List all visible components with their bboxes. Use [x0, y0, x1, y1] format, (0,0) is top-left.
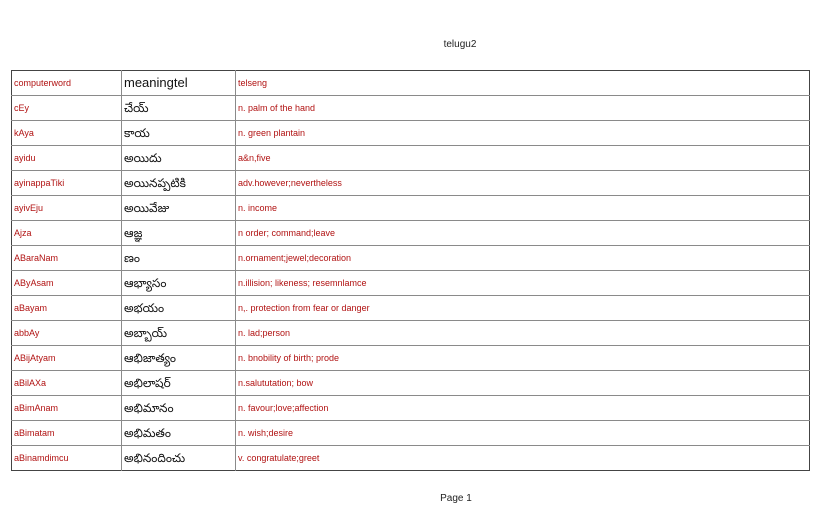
- table-row: [12, 246, 810, 271]
- row-meaning: అయినప్పటికి: [122, 171, 236, 196]
- dictionary-table: [11, 70, 810, 471]
- document-title: telugu2: [443, 39, 477, 50]
- row-meaning: అభిలాషర్: [122, 371, 236, 396]
- table-row: [12, 296, 810, 321]
- row-word: ABaraNam: [12, 246, 122, 271]
- table-row: [12, 196, 810, 221]
- row-meaning: ఆభిజాత్యం: [122, 346, 236, 371]
- table-row: [12, 396, 810, 421]
- header-meaning: meaningtel: [122, 71, 236, 96]
- row-english: n. income: [236, 196, 810, 221]
- row-word: ayivEju: [12, 196, 122, 221]
- row-meaning: చేయ్: [122, 96, 236, 121]
- row-word: kAya: [12, 121, 122, 146]
- row-word: ayidu: [12, 146, 122, 171]
- row-word: ABijAtyam: [12, 346, 122, 371]
- table-row: [12, 321, 810, 346]
- row-english: n. lad;person: [236, 321, 810, 346]
- table-header-row: [12, 71, 810, 96]
- row-word: cEy: [12, 96, 122, 121]
- table-row: [12, 371, 810, 396]
- row-word: abbAy: [12, 321, 122, 346]
- row-meaning: అభయం: [122, 296, 236, 321]
- row-meaning: అబ్బాయ్: [122, 321, 236, 346]
- table-row: [12, 346, 810, 371]
- table-row: [12, 271, 810, 296]
- row-word: aBimatam: [12, 421, 122, 446]
- row-meaning: అయిదు: [122, 146, 236, 171]
- row-word: AByAsam: [12, 271, 122, 296]
- row-english: n order; command;leave: [236, 221, 810, 246]
- row-meaning: ఆభ్యాసం: [122, 271, 236, 296]
- row-english: adv.however;nevertheless: [236, 171, 810, 196]
- table-row: [12, 171, 810, 196]
- row-english: n,. protection from fear or danger: [236, 296, 810, 321]
- table-row: [12, 121, 810, 146]
- row-english: n.ornament;jewel;decoration: [236, 246, 810, 271]
- row-word: aBayam: [12, 296, 122, 321]
- row-english: n.illision; likeness; resemnlamce: [236, 271, 810, 296]
- row-word: aBinamdimcu: [12, 446, 122, 471]
- row-meaning: కాయ: [122, 121, 236, 146]
- row-word: aBilAXa: [12, 371, 122, 396]
- header-english: telseng: [236, 71, 810, 96]
- row-word: Ajza: [12, 221, 122, 246]
- header-word: computerword: [12, 71, 122, 96]
- row-meaning: అభినందించు: [122, 446, 236, 471]
- row-meaning: అయివేజు: [122, 196, 236, 221]
- table-row: [12, 96, 810, 121]
- page-number: Page 1: [440, 493, 472, 504]
- table-row: [12, 421, 810, 446]
- row-meaning: అభిమతం: [122, 421, 236, 446]
- row-meaning: ఆజ్ఞ: [122, 221, 236, 246]
- row-english: v. congratulate;greet: [238, 453, 320, 463]
- row-meaning: ణం: [122, 246, 236, 271]
- row-english: n. wish;desire: [236, 421, 810, 446]
- row-word: ayinappaTiki: [12, 171, 122, 196]
- row-english: a&n,five: [236, 146, 810, 171]
- row-english: n. palm of the hand: [236, 96, 810, 121]
- row-meaning: అభిమానం: [122, 396, 236, 421]
- row-word: aBimAnam: [12, 396, 122, 421]
- row-english: n.salututation; bow: [236, 371, 810, 396]
- table-row: [12, 146, 810, 171]
- row-english: n. favour;love;affection: [236, 396, 810, 421]
- row-english: n. green plantain: [236, 121, 810, 146]
- table-row: [12, 221, 810, 246]
- table-row: [12, 446, 810, 471]
- row-english: n. bnobility of birth; prode: [236, 346, 810, 371]
